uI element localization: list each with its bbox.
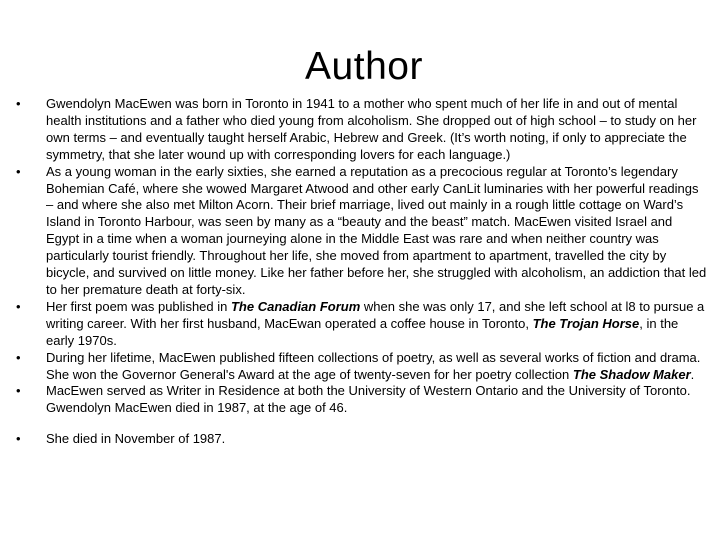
bullet-glyph: • — [16, 431, 21, 447]
bullet-glyph: • — [16, 298, 21, 314]
bullet-text: when she was only 17, and she left school at l8 to pursue a writing career. With her first husband, MacEwan operated a coffee house in Toronto, — [46, 298, 705, 331]
slide-title: Author — [305, 45, 423, 88]
bullet-text: . — [690, 366, 695, 382]
bullet-item-young-woman — [16, 164, 708, 299]
bullet-text: MacEwen served as Writer in Residence at both the University of Western Ontario and the University of Toronto. Gwendolyn MacEwen died in 1987, at the age of 46. — [46, 383, 691, 416]
bullet-glyph: • — [16, 383, 21, 399]
bullet-text: , in the early 1970s. — [46, 315, 679, 348]
bullet-text: Her first poem was published in — [46, 298, 231, 314]
bullet-list — [16, 96, 708, 448]
coffee-house-name: The Trojan Horse — [532, 315, 640, 331]
bullet-glyph: • — [16, 163, 21, 179]
bullet-glyph: • — [16, 96, 21, 111]
bullet-item-birth — [16, 96, 708, 164]
bullet-item-residence — [16, 383, 708, 417]
bullet-text: Gwendolyn MacEwen was born in Toronto in 1941 to a mother who spent much of her life in and out of mental health institutions and a father who died young from alcoholism. She dropped out of high school – to study on her own terms – and eventually taught herself Arabic, Hebrew and Greek. (It’s worth noting, if only to appreciate the symmetry, that she later wound up with corresponding lovers for each language.) — [46, 96, 697, 162]
bullet-text: During her lifetime, MacEwen published fifteen collections of poetry, as well as several works of fiction and drama. She won the Governor General's Award at the age of twenty-seven for her poetry collection — [46, 349, 701, 382]
bullet-item-first-poem — [16, 299, 708, 350]
bullet-text: She died in November of 1987. — [46, 431, 226, 447]
bullet-text: As a young woman in the early sixties, she earned a reputation as a precocious regular at Toronto’s legendary Bohemian Café, where she wowed Margaret Atwood and other early CanLit luminaries with her powerful readings – and where she also met Milton Acorn. Their brief marriage, lived out mainly in a rough little cottage on Ward’s Island in Toronto Harbour, was seen by many as a “beauty and the beast” match. MacEwen visited Israel and Egypt in a time when a woman journeying alone in the Middle East was rare and when neither country was particularly tourist friendly. Throughout her life, she moved from apartment to apartment, travelled the city by bicycle, and survived on little money. Like her father before her, she struggled with alcoholism, an addiction that led to her premature death at forty-six. — [46, 163, 707, 297]
bullet-item-lifetime — [16, 350, 708, 384]
bullet-item-death — [16, 431, 708, 448]
publication-title: The Canadian Forum — [230, 298, 361, 314]
bullet-glyph: • — [16, 349, 21, 365]
book-title: The Shadow Maker — [572, 366, 691, 382]
